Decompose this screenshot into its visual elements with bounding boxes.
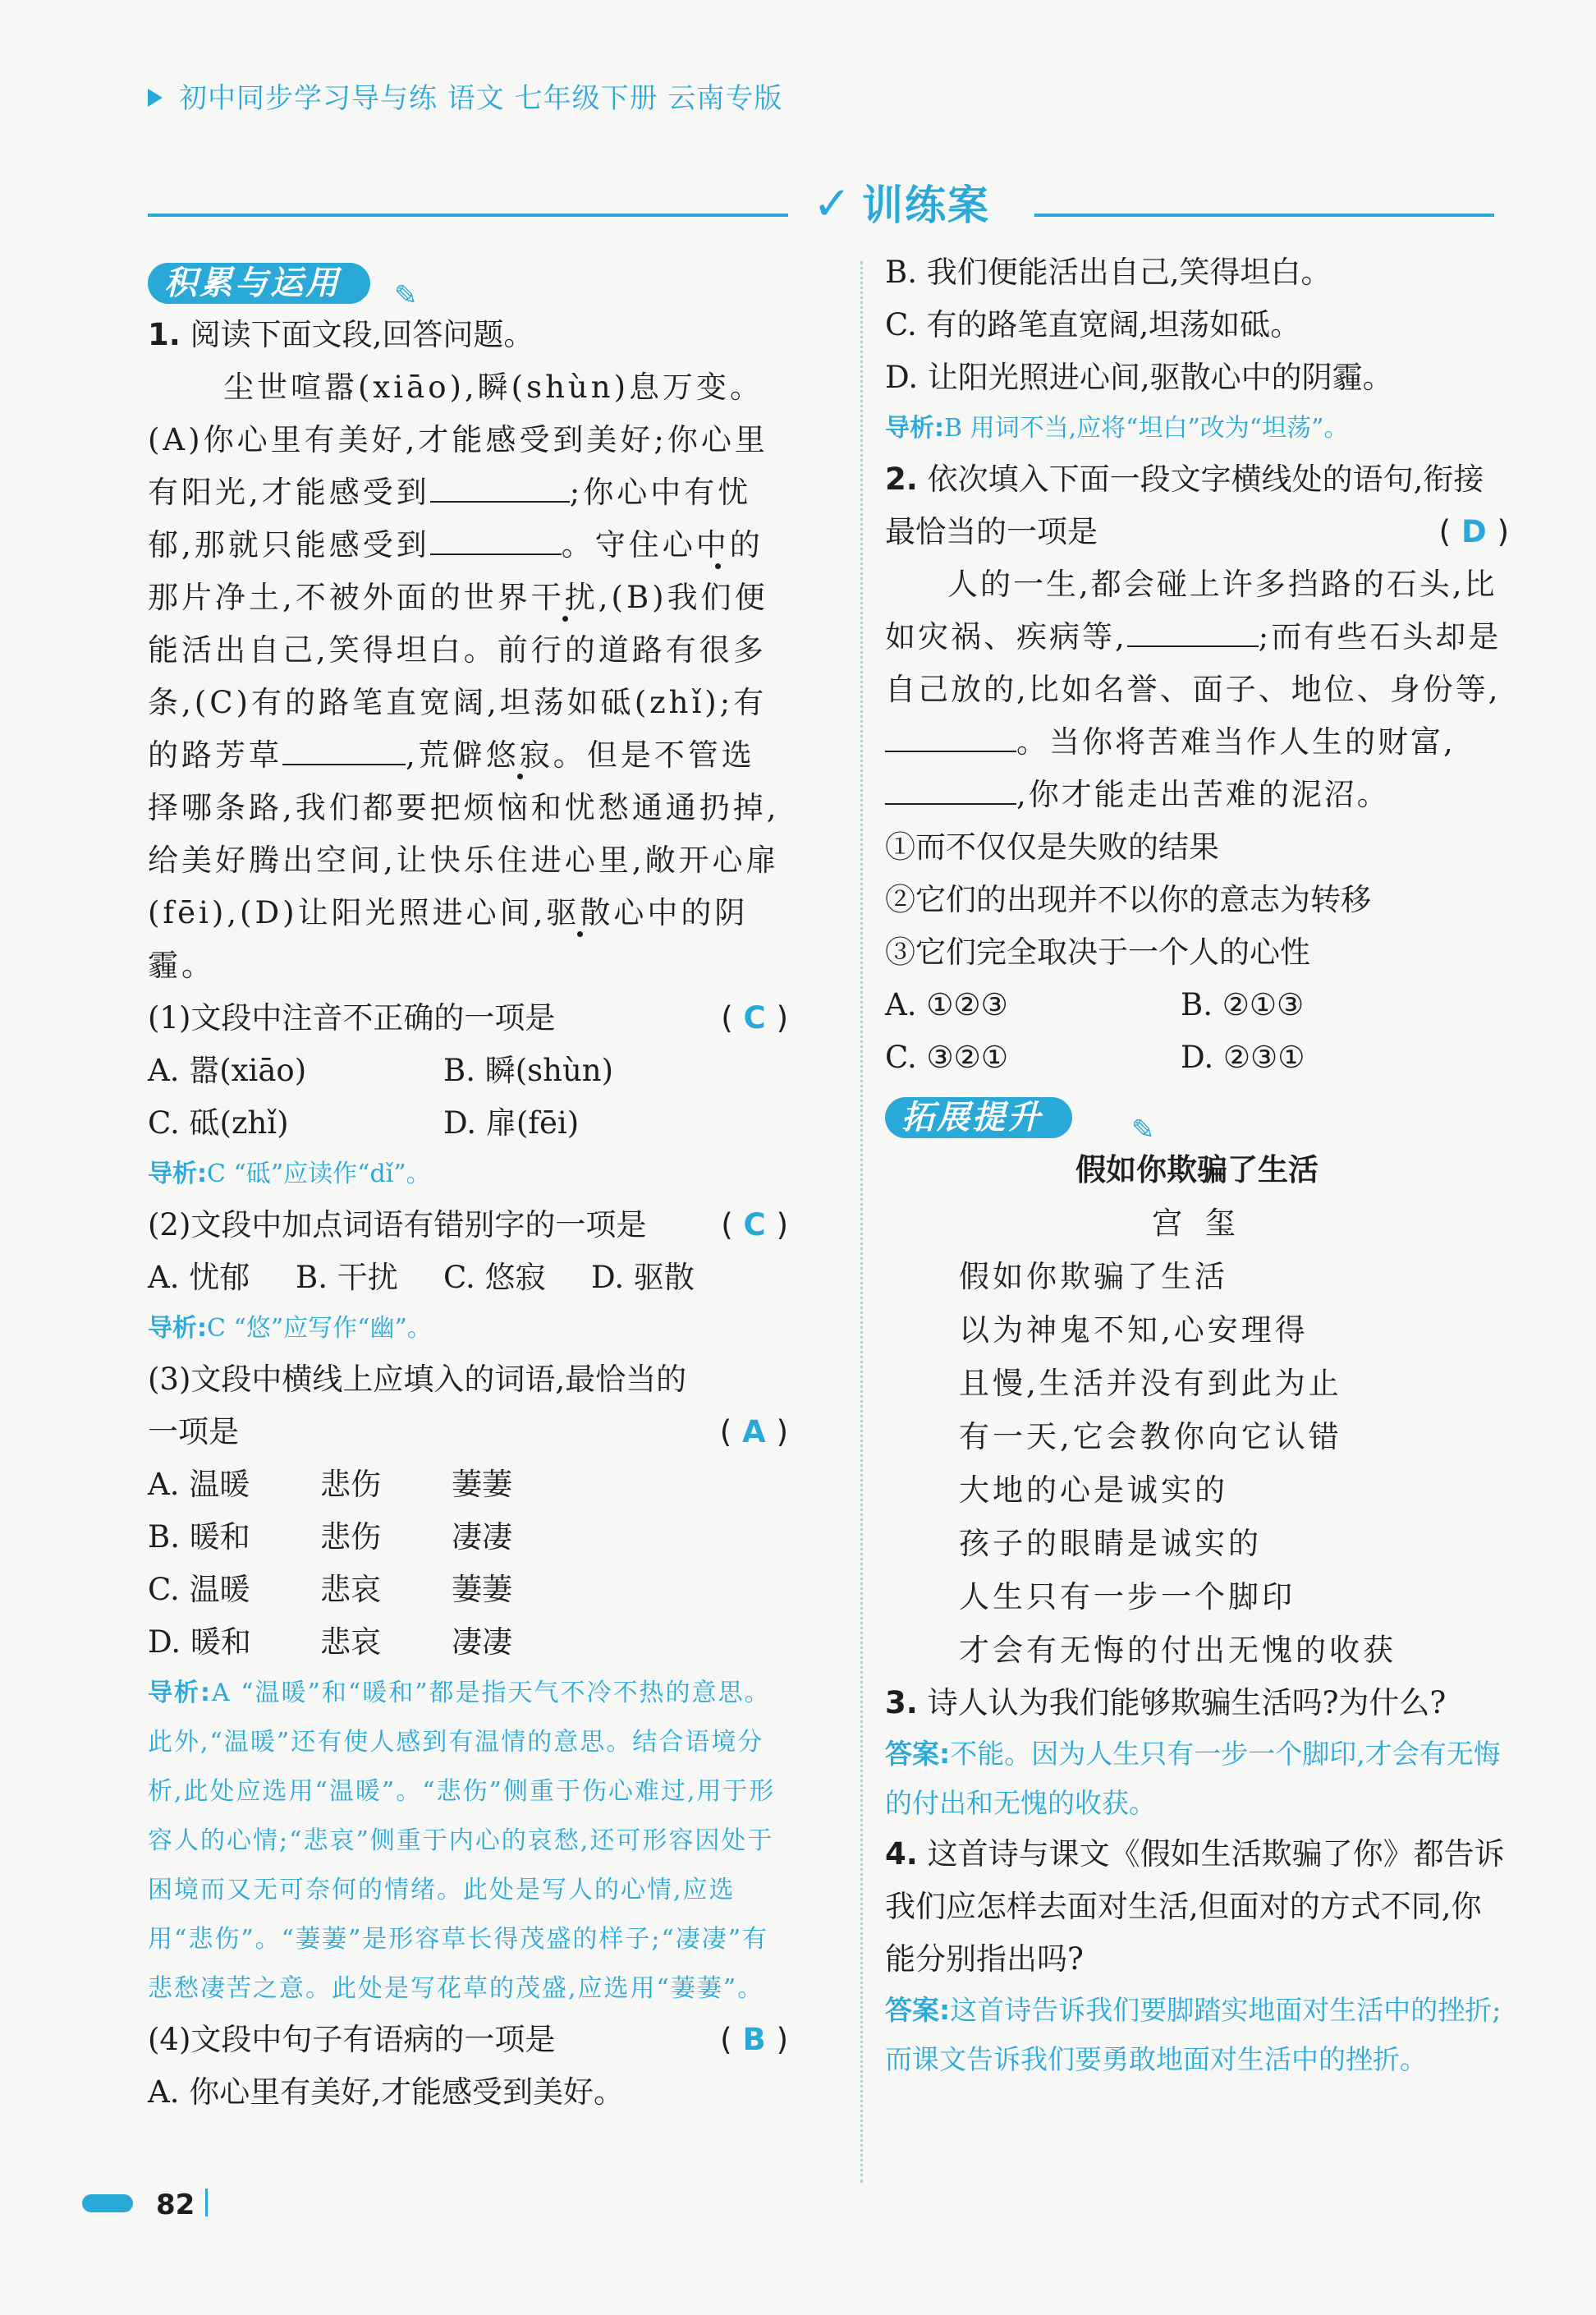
page-number-bar: [82, 2194, 133, 2212]
sub-question-2: (2)文段中加点词语有错别字的一项是 ( C ): [148, 1207, 788, 1242]
blank: [430, 529, 562, 555]
sub-question-3: (3)文段中横线上应填入的词语,最恰当的: [148, 1362, 687, 1397]
answer: C: [743, 1000, 766, 1036]
guide-note: 导析:A “温暖”和“暖和”都是指天气不冷不热的意思。此外,“温暖”还有使人感到有温情的意思。结合语境分析,此处应选用“温暖”。“悲伤”侧重于伤心难过,用于形容人的心情;“悲哀”侧重于内心的哀愁,还可形容因处于困境而又无可奈何的情绪。此处是写人的心情,应选用“悲伤”。“萋萋”是形容草长得茂盛的样子;“凄凄”有悲愁凄苦之意。此处是写花草的茂盛,应选用“萋萋”。: [148, 1679, 776, 2003]
poem-title: 假如你欺骗了生活: [1075, 1152, 1319, 1187]
page-number: 82: [156, 2189, 195, 2221]
question-3: 3. 诗人认为我们能够欺骗生活吗?为什么? 答案:不能。因为人生只有一步一个脚印,才会有无悔的付出和无愧的收获。: [885, 1685, 1501, 1819]
answer: D: [1461, 514, 1487, 549]
guide-note: 导析:C “砥”应读作“dǐ”。: [148, 1160, 431, 1188]
question-1: 1. 阅读下面文段,回答问题。 尘世喧嚣(xiāo),瞬(shùn)息万变。(A)你心里有美好,才能感受到美好;你心里有阳光,才能感受到 ;你心中有忧郁,那就只能感受到 。守住心中的那片净土,不被外面的世界干扰,(B)我们便能活出自己,笑得坦白。前行的道路有很多条,(C)有的路笔直宽阔,坦荡如砥(zhǐ);有的路芳草 ,荒僻悠寂。但是不管选择哪条路,我们都要把烦恼和忧愁通通扔掉,给美好腾出空间,让快乐住进心里,敞开心扉(fēi),(D)让阳光照进心间,驱散心中的阴霾。 (1)文段中注音不正确的一项是 ( C ) A. 嚣(xiāo) B. 瞬(shùn) C. 砥(zhǐ) D. 扉(fēi) 导析:C “砥”应读作“dǐ”。 (2)文段中加点词语有错别字的一项是 ( C ) A. 忧郁 B. 干扰 C. 悠寂 D. 驱散 导析:C “悠”应写作“幽”。 (3)文段中横线上应填入的词语,最恰当的 一项是 ( A ) A. 温暖 悲伤 萋萋 B. 暖和 悲伤 凄凄 C. 温暖 悲哀 萋萋 D. 暖和 悲哀 凄凄 导析:A “温暖”和“暖和”都是指天气不冷不热的意思。此外,“温暖”还有使人感到有温情的意思。结合语境分析,此处应选用“温暖”。“悲伤”侧重于伤心难过,用于形容人的心情;“悲哀”侧重于内心的哀愁,还可形容因处于困境而又无可奈何的情绪。此处是写人的心情,应选用“悲伤”。“萋萋”是形容草长得茂盛的样子;“凄凄”有悲愁凄苦之意。此处是写花草的茂盛,应选用“萋萋”。 (4)文段中句子有语病的一项是 ( B ) A. 你心里有美好,才能感受到美好。: [148, 317, 788, 2110]
section-heading-2: [885, 1091, 1509, 1146]
passage: 尘世喧嚣(xiāo),瞬(shùn)息万变。(A)你心里有美好,才能感受到美好;你心里有阳光,才能感受到 ;你心中有忧郁,那就只能感受到 。守住心中的那片净土,不被外面的世界干扰,(B)我们便能活出自己,笑得坦白。前行的道路有很多条,(C)有的路笔直宽阔,坦荡如砥(zhǐ);有的路芳草 ,荒僻悠寂。但是不管选择哪条路,我们都要把烦恼和忧愁通通扔掉,给美好腾出空间,让快乐住进心里,敞开心扉(fēi),(D)让阳光照进心间,驱散心中的阴霾。: [148, 370, 780, 983]
blank: [282, 739, 406, 765]
section-title: 积累与运用: [148, 263, 370, 304]
question-1-continued: B. 我们便能活出自己,笑得坦白。 C. 有的路笔直宽阔,坦荡如砥。 D. 让阳光照进心间,驱散心中的阴霾。 导析:B 用词不当,应将“坦白”改为“坦荡”。: [885, 246, 1509, 453]
left-column: [148, 256, 788, 2119]
right-column: [885, 246, 1509, 2084]
section-title: 拓展提升: [885, 1097, 1072, 1138]
blank: [430, 476, 570, 503]
series-header: 初中同步学习导与练 语文 七年级下册 云南专版: [148, 76, 782, 116]
banner-title: 训练案: [862, 181, 990, 229]
section-heading-1: [148, 256, 788, 312]
section-banner: [148, 172, 1494, 231]
check-icon: ✓: [813, 177, 851, 231]
blank: [885, 779, 1016, 805]
sub-question-4: (4)文段中句子有语病的一项是 ( B ): [148, 2022, 788, 2057]
banner-line-left: [148, 214, 788, 217]
answer: C: [743, 1207, 766, 1242]
feather-icon: ✎: [394, 279, 418, 312]
blank: [885, 726, 1016, 752]
poem-author: 宫 玺: [1152, 1206, 1242, 1241]
banner-line-right: [1034, 214, 1494, 217]
column-divider: [860, 261, 863, 2183]
play-triangle-icon: [148, 89, 163, 107]
sub-question-1: (1)文段中注音不正确的一项是 ( C ): [148, 1000, 788, 1036]
page-number-tick: [205, 2189, 208, 2216]
guide-note: 导析:B 用词不当,应将“坦白”改为“坦荡”。: [885, 414, 1349, 443]
guide-note: 导析:C “悠”应写作“幽”。: [148, 1314, 432, 1343]
poem-lines: 假如你欺骗了生活 以为神鬼不知,心安理得 且慢,生活并没有到此为止 有一天,它会教你向它认错 大地的心是诚实的 孩子的眼睛是诚实的 人生只有一步一个脚印 才会有无悔的付出无愧的收获: [959, 1259, 1396, 1668]
answer: A: [742, 1414, 766, 1449]
question-2: 2. 依次填入下面一段文字横线处的语句,衔接 最恰当的一项是 ( D ) 人的一生,都会碰上许多挡路的石头,比如灾祸、疾病等, ;而有些石头却是自己放的,比如名誉、面子、地位、身份等,。当你将苦难当作人生的财富,,你才能走出苦难的泥沼。 ①而不仅仅是失败的结果 ②它们的出现并不以你的意志为转移 ③它们完全取决于一个人的心性 A. ①②③ B. ②①③ C. ③②① D. ②③①: [885, 462, 1509, 1075]
answer: B: [742, 2022, 766, 2057]
question-4: 4. 这首诗与课文《假如生活欺骗了你》都告诉我们应怎样去面对生活,但面对的方式不同,你能分别指出吗? 答案:这首诗告诉我们要脚踏实地面对生活中的挫折;而课文告诉我们要勇敢地面对生活中的挫折。: [885, 1836, 1505, 2075]
feather-icon: ✎: [1131, 1114, 1155, 1146]
poem: [885, 1143, 1509, 1677]
blank: [1127, 621, 1259, 647]
